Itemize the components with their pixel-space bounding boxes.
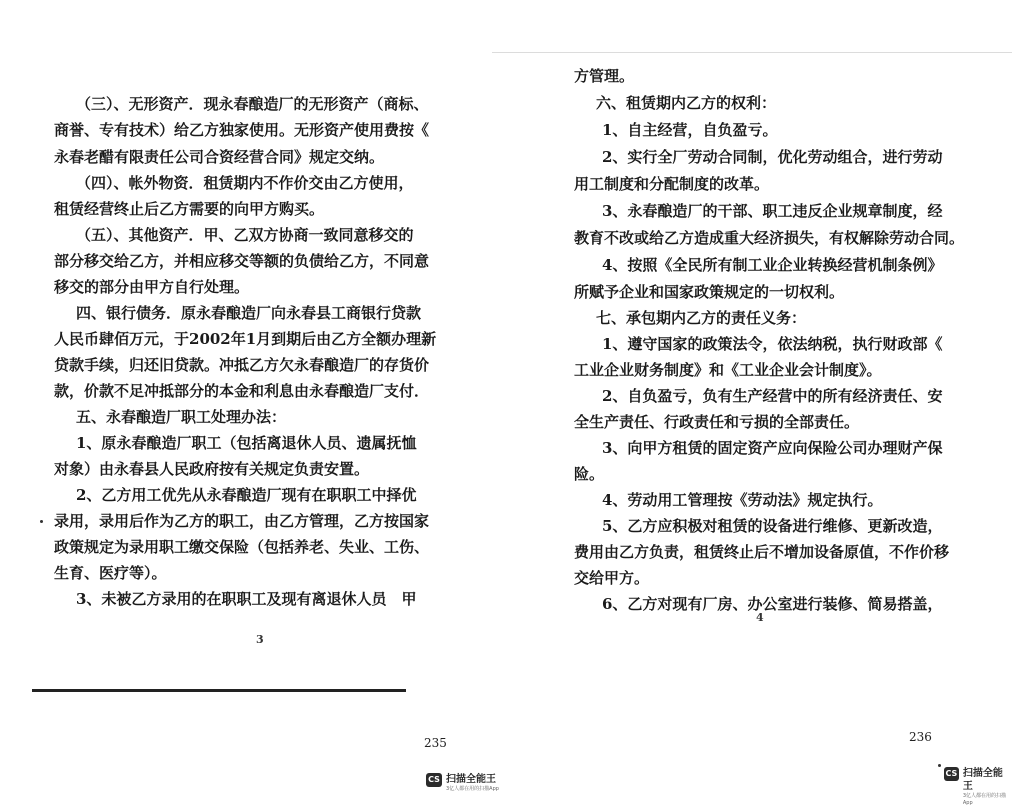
text-line: 2、自负盈亏，负有生产经营中的所有经济责任、安 <box>602 387 943 405</box>
text-line: 方管理。 <box>574 67 635 85</box>
bottom-rule <box>32 689 406 692</box>
text-line: 3、永春酿造厂的干部、职工违反企业规章制度，经 <box>602 202 943 220</box>
text-line: 全生产责任、行政责任和亏损的全部责任。 <box>574 413 860 431</box>
text-line: 七、承包期内乙方的责任义务： <box>596 309 807 327</box>
text-line: 四、银行债务．原永春酿造厂向永春县工商银行贷款 <box>76 304 422 322</box>
watermark-subtitle: 3亿人都在用的扫描App <box>962 793 1007 806</box>
text-line: 租赁经营终止后乙方需要的向甲方购买。 <box>54 200 325 218</box>
text-line: 1、遵守国家的政策法令，依法纳税，执行财政部《 <box>602 335 943 353</box>
text-line: 4、按照《全民所有制工业企业转换经营机制条例》 <box>602 256 943 274</box>
scan-speck <box>938 764 941 767</box>
text-line: 3、未被乙方录用的在职职工及现有离退休人员 甲 <box>76 590 417 608</box>
text-line: 永春老醋有限责任公司合资经营合同》规定交纳。 <box>54 148 385 166</box>
folio-number: 3 <box>256 633 264 646</box>
text-line: 政策规定为录用职工缴交保险（包括养老、失业、工伤、 <box>54 538 430 556</box>
right-page <box>492 0 1012 809</box>
text-line: 人民币肆佰万元，于2002年1月到期后由乙方全额办理新 <box>54 330 437 348</box>
text-line: 费用由乙方负责，租赁终止后不增加设备原值，不作价移 <box>574 543 950 561</box>
scanner-watermark <box>944 767 1012 807</box>
text-line: 4、劳动用工管理按《劳动法》规定执行。 <box>602 491 883 509</box>
scan-speck <box>40 520 43 523</box>
watermark-subtitle: 3亿人都在用的扫描App <box>446 786 499 792</box>
text-line: 款，价款不足冲抵部分的本金和利息由永春酿造厂支付． <box>54 382 430 400</box>
scanner-watermark <box>426 773 499 793</box>
text-line: 移交的部分由甲方自行处理。 <box>54 278 250 296</box>
text-line: 贷款手续，归还旧贷款。冲抵乙方欠永春酿造厂的存货价 <box>54 356 430 374</box>
text-line: （三）、无形资产．现永春酿造厂的无形资产（商标、 <box>76 95 429 113</box>
text-line: 对象）由永春县人民政府按有关规定负责安置。 <box>54 460 370 478</box>
folio-number: 4 <box>756 611 764 624</box>
text-line: 所赋予企业和国家政策规定的一切权利。 <box>574 283 845 301</box>
top-rule <box>492 52 1012 53</box>
text-line: 交给甲方。 <box>574 569 650 587</box>
text-line: 部分移交给乙方，并相应移交等额的负债给乙方，不同意 <box>54 252 430 270</box>
text-line: 3、向甲方租赁的固定资产应向保险公司办理财产保 <box>602 439 943 457</box>
page-number: 235 <box>424 736 447 750</box>
text-line: 1、原永春酿造厂职工（包括离退休人员、遗属抚恤 <box>76 434 417 452</box>
text-line: 工业企业财务制度》和《工业企业会计制度》。 <box>574 361 882 379</box>
text-line: 险。 <box>574 465 605 483</box>
text-line: 教育不改或给乙方造成重大经济损失，有权解除劳动合同。 <box>574 229 965 247</box>
text-line: 五、永春酿造厂职工处理办法： <box>76 408 287 426</box>
text-line: 六、租赁期内乙方的权利： <box>596 94 777 112</box>
text-line: 5、乙方应积极对租赁的设备进行维修、更新改造， <box>602 517 943 535</box>
text-line: 商誉、专有技术）给乙方独家使用。无形资产使用费按《 <box>54 121 430 139</box>
page-number: 236 <box>909 730 932 744</box>
left-page <box>0 0 470 809</box>
camscanner-logo-icon: CS <box>426 773 442 787</box>
text-line: 6、乙方对现有厂房、办公室进行装修、简易搭盖， <box>602 595 943 613</box>
watermark-title: 扫描全能王 <box>446 774 496 785</box>
text-line: 录用，录用后作为乙方的职工，由乙方管理，乙方按国家 <box>54 512 430 530</box>
text-line: 用工制度和分配制度的改革。 <box>574 175 770 193</box>
text-line: 2、乙方用工优先从永春酿造厂现有在职职工中择优 <box>76 486 417 504</box>
text-line: （五）、其他资产．甲、乙双方协商一致同意移交的 <box>76 226 414 244</box>
text-line: 1、自主经营，自负盈亏。 <box>602 121 778 139</box>
watermark-title: 扫描全能王 <box>962 768 1003 792</box>
text-line: 生育、医疗等）。 <box>54 564 167 582</box>
text-line: （四）、帐外物资．租赁期内不作价交由乙方使用， <box>76 174 414 192</box>
text-line: 2、实行全厂劳动合同制，优化劳动组合，进行劳动 <box>602 148 943 166</box>
camscanner-logo-icon: CS <box>944 767 959 781</box>
